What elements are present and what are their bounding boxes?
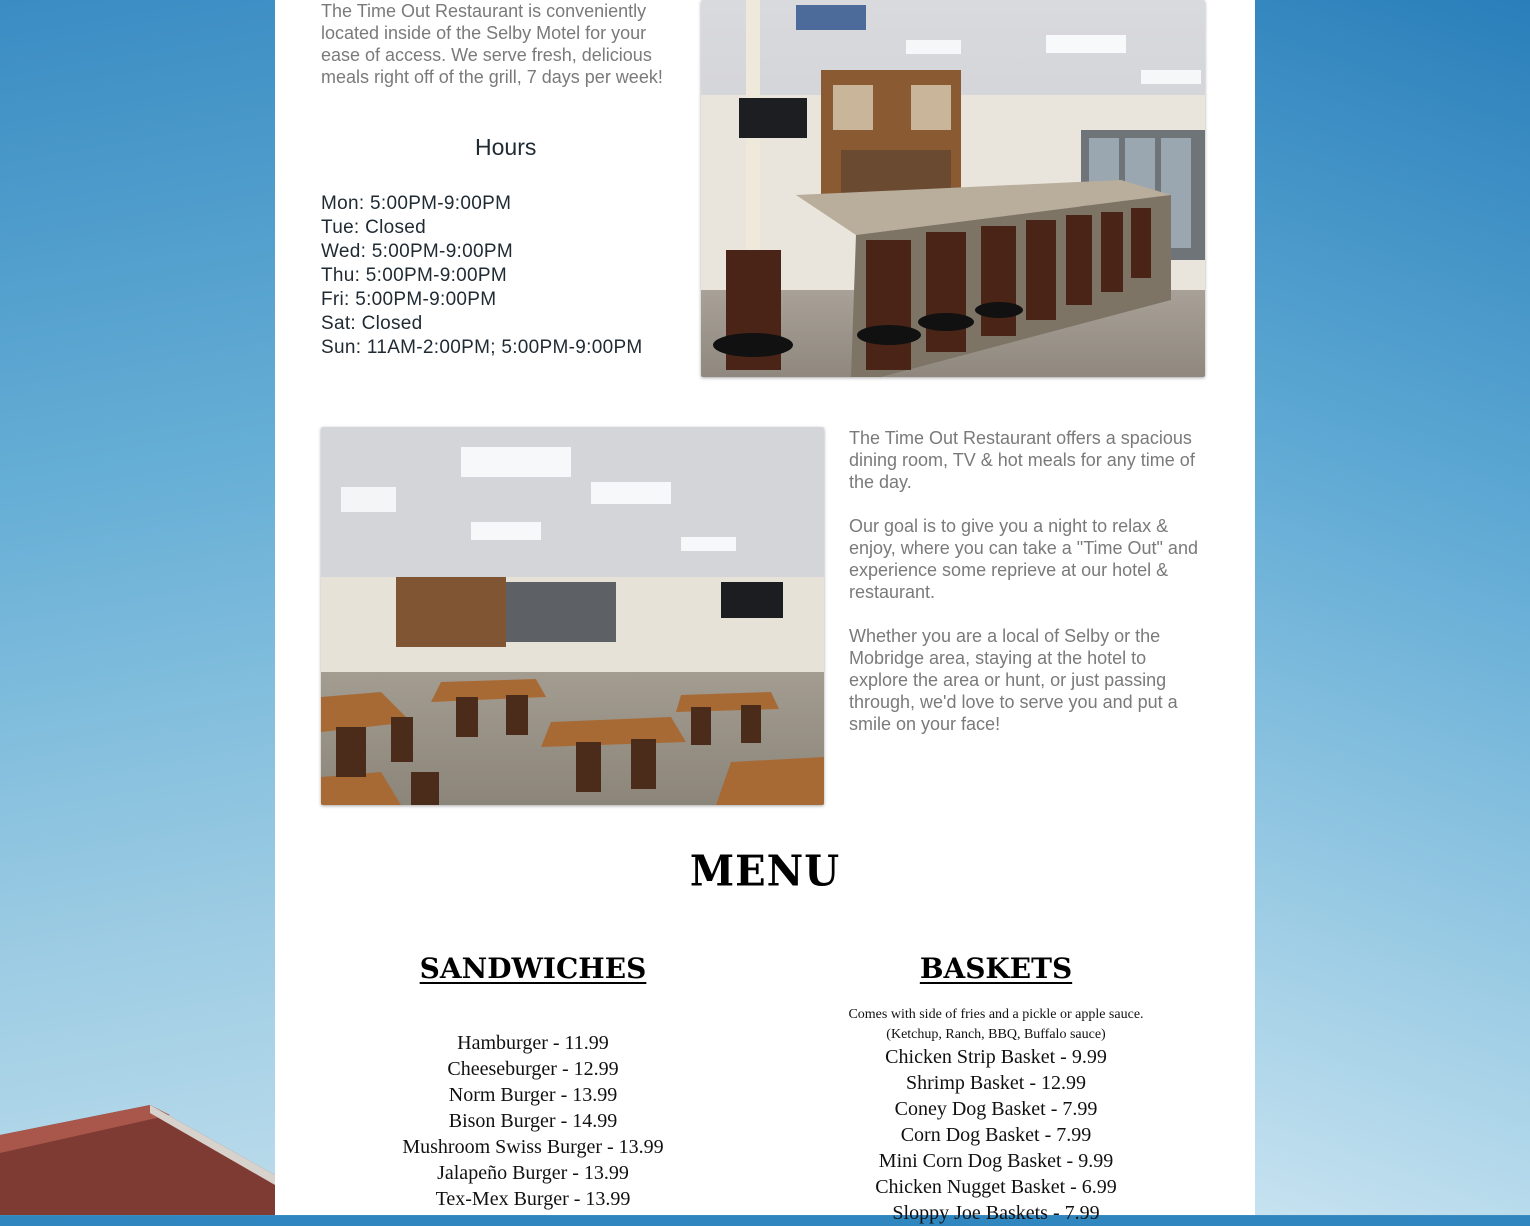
about-paragraph: The Time Out Restaurant offers a spacious dining room, TV & hot meals for any time of the day. [849, 428, 1195, 492]
hours-item-sun: Sun: 11AM-2:00PM; 5:00PM-9:00PM [321, 337, 643, 358]
menu-item: Coney Dog Basket - 7.99 [894, 1098, 1098, 1120]
about-paragraph: Whether you are a local of Selby or the Mobridge area, staying at the hotel to explore the area or hunt, or just passing through, we'd love to serve you and put a smile on your face! [849, 626, 1178, 734]
sandwiches-list [375, 1030, 691, 1212]
dining-room-photo[interactable] [321, 427, 824, 805]
menu-item: Tex-Mex Burger - 13.99 [435, 1188, 631, 1210]
menu-item: Mini Corn Dog Basket - 9.99 [878, 1150, 1114, 1172]
baskets-note-line: Comes with side of fries and a pickle or apple sauce. [848, 1007, 1144, 1022]
menu-item: Corn Dog Basket - 7.99 [900, 1124, 1092, 1146]
baskets-heading: BASKETS [919, 952, 1073, 985]
menu-item: Chicken Strip Basket - 9.99 [885, 1046, 1107, 1068]
menu-item: Jalapeño Burger - 13.99 [437, 1162, 629, 1184]
menu-item: Cheeseburger - 12.99 [447, 1058, 619, 1080]
baskets-list [796, 1044, 1196, 1226]
menu-item: Sloppy Joe Baskets - 7.99 [892, 1202, 1100, 1224]
background-motel-roof [0, 1105, 275, 1215]
content-panel [275, 0, 1255, 1224]
menu-item: Shrimp Basket - 12.99 [906, 1072, 1086, 1094]
hours-item-mon: Mon: 5:00PM-9:00PM [321, 193, 512, 214]
background-sky-left [0, 0, 275, 1215]
background-sky-right [1255, 0, 1530, 1215]
hours-item-fri: Fri: 5:00PM-9:00PM [321, 289, 497, 310]
menu-item: Bison Burger - 14.99 [448, 1110, 618, 1132]
bar-photo[interactable] [701, 0, 1205, 377]
menu-title: MENU [689, 846, 841, 897]
menu-item: Chicken Nugget Basket - 6.99 [875, 1176, 1117, 1198]
hours-item-thu: Thu: 5:00PM-9:00PM [321, 265, 507, 286]
baskets-note-line: (Ketchup, Ranch, BBQ, Buffalo sauce) [886, 1027, 1106, 1042]
intro-text: The Time Out Restaurant is conveniently located inside of the Selby Motel for your ease of access. We serve fresh, delicious meals right off of the grill, 7 days per week! [321, 1, 663, 87]
hours-item-tue: Tue: Closed [321, 217, 427, 238]
menu-item: Hamburger - 11.99 [457, 1032, 609, 1054]
baskets-note [796, 1005, 1196, 1045]
about-section [849, 427, 1209, 757]
hours-list [321, 192, 643, 360]
hours-item-sat: Sat: Closed [321, 313, 423, 334]
hours-item-wed: Wed: 5:00PM-9:00PM [321, 241, 513, 262]
about-paragraph: Our goal is to give you a night to relax & enjoy, where you can take a "Time Out" and experience some reprieve at our hotel & restaurant. [849, 516, 1198, 602]
hours-title: Hours [475, 134, 537, 160]
menu-item: Norm Burger - 13.99 [448, 1084, 618, 1106]
menu-item: Mushroom Swiss Burger - 13.99 [402, 1136, 664, 1158]
sandwiches-heading: SANDWICHES [419, 952, 647, 985]
